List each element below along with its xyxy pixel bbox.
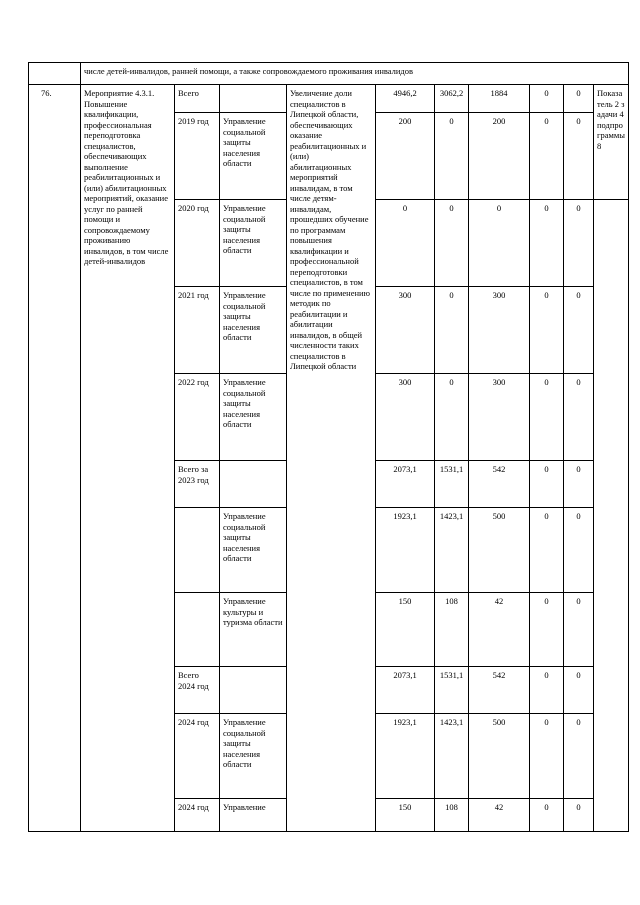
value-cell: 0	[435, 113, 469, 200]
total-cell: 0	[376, 200, 435, 287]
executor-cell: Управление социальной защиты населения области	[220, 374, 287, 461]
activity-description: Мероприятие 4.3.1. Повышение квалификации, профессиональная переподготовка специалистов, обеспечивающих выполнение реабилитационных и (или) абилитационных мероприятий, оказание услуг по ранней помощи и сопровождаемому проживанию инвалидов, в том числе детей-инвалидов	[81, 85, 175, 832]
total-cell: 300	[376, 287, 435, 374]
value-cell: 0	[530, 200, 564, 287]
value-cell: 108	[435, 593, 469, 667]
note-cell: Показатель 2 задачи 4 подпрограммы 8	[594, 85, 629, 200]
value-cell: 0	[530, 85, 564, 113]
value-cell: 0	[564, 113, 594, 200]
value-cell: 108	[435, 799, 469, 832]
value-cell: 0	[530, 799, 564, 832]
value-cell: 0	[530, 667, 564, 714]
executor-cell: Управление социальной защиты населения области	[220, 287, 287, 374]
value-cell: 0	[564, 200, 594, 287]
value-cell: 0	[530, 593, 564, 667]
entry-number: 76.	[29, 85, 81, 832]
executor-cell	[220, 667, 287, 714]
total-cell: 150	[376, 799, 435, 832]
value-cell: 300	[469, 287, 530, 374]
period-cell: 2019 год	[175, 113, 220, 200]
value-cell: 0	[564, 85, 594, 113]
value-cell: 0	[530, 461, 564, 508]
executor-cell: Управление социальной защиты населения области	[220, 113, 287, 200]
executor-cell: Управление социальной защиты населения области	[220, 200, 287, 287]
total-cell: 200	[376, 113, 435, 200]
executor-cell: Управление культуры и туризма области	[220, 593, 287, 667]
value-cell: 0	[564, 461, 594, 508]
table-row	[29, 85, 629, 113]
value-cell: 500	[469, 508, 530, 593]
program-table	[28, 62, 629, 832]
value-cell: 500	[469, 714, 530, 799]
value-cell: 1423,1	[435, 714, 469, 799]
total-cell: 1923,1	[376, 508, 435, 593]
value-cell: 0	[564, 508, 594, 593]
value-cell: 1884	[469, 85, 530, 113]
value-cell: 0	[435, 287, 469, 374]
value-cell: 0	[435, 374, 469, 461]
executor-cell	[220, 461, 287, 508]
period-cell: Всего	[175, 85, 220, 113]
period-cell: Всего 2024 год	[175, 667, 220, 714]
value-cell: 0	[530, 508, 564, 593]
value-cell: 300	[469, 374, 530, 461]
value-cell: 0	[530, 714, 564, 799]
value-cell: 0	[564, 287, 594, 374]
total-cell: 1923,1	[376, 714, 435, 799]
value-cell: 1531,1	[435, 667, 469, 714]
value-cell: 0	[564, 593, 594, 667]
value-cell: 542	[469, 461, 530, 508]
executor-cell	[220, 85, 287, 113]
period-cell: 2024 год	[175, 799, 220, 832]
total-cell: 2073,1	[376, 461, 435, 508]
period-cell	[175, 508, 220, 593]
value-cell: 3062,2	[435, 85, 469, 113]
value-cell: 542	[469, 667, 530, 714]
executor-cell: Управление	[220, 799, 287, 832]
value-cell: 0	[564, 667, 594, 714]
value-cell: 1531,1	[435, 461, 469, 508]
value-cell: 0	[530, 287, 564, 374]
continuation-text: числе детей-инвалидов, ранней помощи, а также сопровождаемого проживания инвалидов	[81, 63, 629, 85]
indicator-description: Увеличение доли специалистов в Липецкой области, обеспечивающих оказание реабилитационных и (или) абилитационных мероприятий инвалидам, в том числе детям-инвалидам, прошедших обучение по программам повышения квалификации и профессиональной переподготовки специалистов, в том числе по применению методик по реабилитации и абилитации инвалидов, в общей численности таких специалистов в Липецкой области	[287, 85, 376, 832]
executor-cell: Управление социальной защиты населения области	[220, 508, 287, 593]
executor-cell: Управление социальной защиты населения области	[220, 714, 287, 799]
period-cell: 2022 год	[175, 374, 220, 461]
period-cell	[175, 593, 220, 667]
value-cell: 200	[469, 113, 530, 200]
total-cell: 4946,2	[376, 85, 435, 113]
continuation-row	[29, 63, 629, 85]
value-cell: 0	[435, 200, 469, 287]
note-cell-empty	[594, 200, 629, 832]
value-cell: 1423,1	[435, 508, 469, 593]
period-cell: Всего за 2023 год	[175, 461, 220, 508]
period-cell: 2021 год	[175, 287, 220, 374]
value-cell: 0	[530, 374, 564, 461]
value-cell: 0	[564, 714, 594, 799]
period-cell: 2020 год	[175, 200, 220, 287]
blank-number-cell	[29, 63, 81, 85]
value-cell: 42	[469, 799, 530, 832]
total-cell: 150	[376, 593, 435, 667]
value-cell: 0	[530, 113, 564, 200]
total-cell: 300	[376, 374, 435, 461]
value-cell: 0	[564, 799, 594, 832]
value-cell: 0	[469, 200, 530, 287]
total-cell: 2073,1	[376, 667, 435, 714]
value-cell: 42	[469, 593, 530, 667]
period-cell: 2024 год	[175, 714, 220, 799]
value-cell: 0	[564, 374, 594, 461]
